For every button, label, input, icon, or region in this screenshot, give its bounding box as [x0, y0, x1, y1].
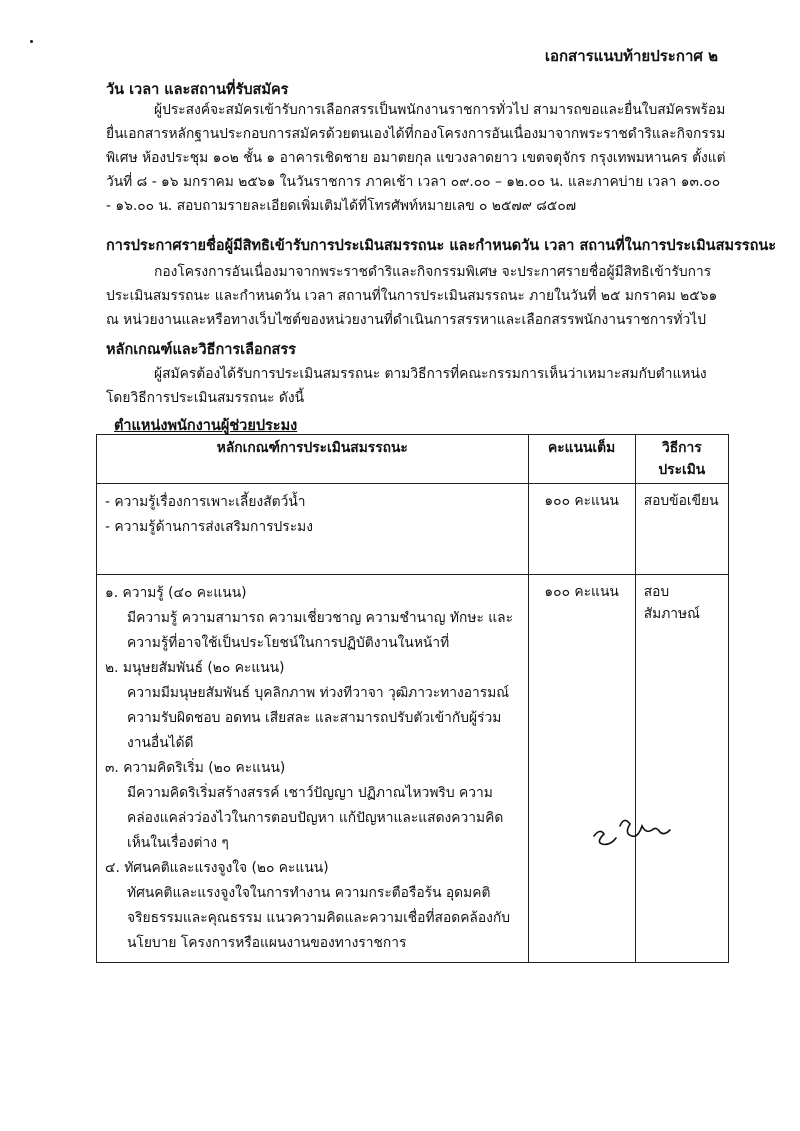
criterion-heading: ๒. มนุษยสัมพันธ์ (๒๐ คะแนน) — [105, 660, 285, 676]
criterion-description: มีความรู้ ความสามารถ ความเชี่ยวชาญ ความชำนาญ ทักษะ และความรู้ที่อาจใช้เป็นประโยชน์ในการปฏิบัติงานในหน้าที่ — [127, 610, 514, 651]
announcement-text: กองโครงการอันเนื่องมาจากพระราชดำริและกิจกรรมพิเศษ จะประกาศรายชื่อผู้มีสิทธิเข้ารับการประเมินสมรรถนะ และกำหนดวัน เวลา สถานที่ในการประเมินสมรรถนะ ภายในวันที่ ๒๕ มกราคม ๒๕๖๑ ณ หน่วยงานและหรือทางเว็บไซต์ของหน่วยงานที่ดำเนินการสรรหาและเลือกสรรพนักงานราชการทั่วไป — [106, 264, 718, 328]
knowledge-item: - ความรู้ด้านการส่งเสริมการประมง — [105, 519, 313, 535]
signature-mark — [590, 812, 690, 852]
criterion-description: ทัศนคติและแรงจูงใจในการทำงาน ความกระตือรือร้น อุดมคติ จริยธรรมและคุณธรรม แนวความคิดและความเชื่อที่สอดคล้องกับนโยบาย โครงการหรือแผนงานของทางราชการ — [127, 885, 511, 951]
application-text: ผู้ประสงค์จะสมัครเข้ารับการเลือกสรรเป็นพนักงานราชการทั่วไป สามารถขอและยื่นใบสมัครพร้อมยื่นเอกสารหลักฐานประกอบการสมัครด้วยตนเองได้ที่กองโครงการอันเนื่องมาจากพระราชดำริและกิจกรรมพิเศษ ห้องประชุม ๑๐๒ ชั้น ๑ อาคารเชิดชาย อมาตยกุล แขวงลาดยาว เขตจตุจักร กรุงเทพมหานคร ตั้งแต่วันที่ ๘ - ๑๖ มกราคม ๒๕๖๑ ในวันราชการ ภาคเช้า เวลา ๐๙.๐๐ – ๑๒.๐๐ น. และภาคบ่าย เวลา ๑๓.๐๐ - ๑๖.๐๐ น. สอบถามรายละเอียดเพิ่มเติมได้ที่โทรศัพท์หมายเลข ๐ ๒๕๗๙ ๘๕๐๗ — [106, 102, 726, 214]
criteria-table — [96, 434, 729, 963]
criterion-heading: ๑. ความรู้ (๔๐ คะแนน) — [105, 585, 247, 601]
attachment-note: เอกสารแนบท้ายประกาศ ๒ — [544, 47, 718, 65]
table-row — [97, 484, 729, 575]
table-header-row — [97, 435, 729, 484]
header-method: วิธีการประเมิน — [635, 435, 728, 484]
table-row — [97, 575, 729, 963]
scan-speck — [30, 40, 33, 43]
criterion-description: ความมีมนุษยสัมพันธ์ บุคลิกภาพ ท่วงทีวาจา วุฒิภาวะทางอารมณ์ ความรับผิดชอบ อดทน เสียสละ และสามารถปรับตัวเข้ากับผู้ร่วมงานอื่นได้ดี — [127, 685, 510, 751]
position-title: ตำแหน่งพนักงานผู้ช่วยประมง — [114, 418, 298, 434]
criterion-description: มีความคิดริเริ่มสร้างสรรค์ เชาว์ปัญญา ปฏิภาณไหวพริบ ความคล่องแคล่วว่องไวในการตอบปัญหา แก้ปัญหาและแสดงความคิดเห็นในเรื่องต่าง ๆ — [127, 785, 504, 851]
score-cell: ๑๐๐ คะแนน — [528, 575, 635, 963]
score-cell: ๑๐๐ คะแนน — [528, 484, 635, 575]
criteria-body — [106, 362, 728, 410]
interview-criteria-cell — [97, 575, 529, 963]
application-title: วัน เวลา และสถานที่รับสมัคร — [106, 82, 289, 98]
announcement-title: การประกาศรายชื่อผู้มีสิทธิเข้ารับการประเมินสมรรถนะ และกำหนดวัน เวลา สถานที่ในการประเมินสมรรถนะ — [106, 238, 777, 254]
method-cell: สอบข้อเขียน — [635, 484, 728, 575]
criterion-heading: ๔. ทัศนคติและแรงจูงใจ (๒๐ คะแนน) — [105, 860, 329, 876]
knowledge-item: - ความรู้เรื่องการเพาะเลี้ยงสัตว์น้ำ — [105, 494, 306, 510]
header-criteria: หลักเกณฑ์การประเมินสมรรถนะ — [97, 435, 529, 484]
criteria-title: หลักเกณฑ์และวิธีการเลือกสรร — [106, 342, 296, 358]
knowledge-cell — [97, 484, 529, 575]
method-cell: สอบสัมภาษณ์ — [635, 575, 728, 963]
application-body — [106, 98, 728, 218]
announcement-body — [106, 260, 728, 332]
header-score: คะแนนเต็ม — [528, 435, 635, 484]
criterion-heading: ๓. ความคิดริเริ่ม (๒๐ คะแนน) — [105, 760, 286, 776]
criteria-text: ผู้สมัครต้องได้รับการประเมินสมรรถนะ ตามวิธีการที่คณะกรรมการเห็นว่าเหมาะสมกับตำแหน่ง โดยวิธีการประเมินสมรรถนะ ดังนี้ — [106, 366, 707, 406]
